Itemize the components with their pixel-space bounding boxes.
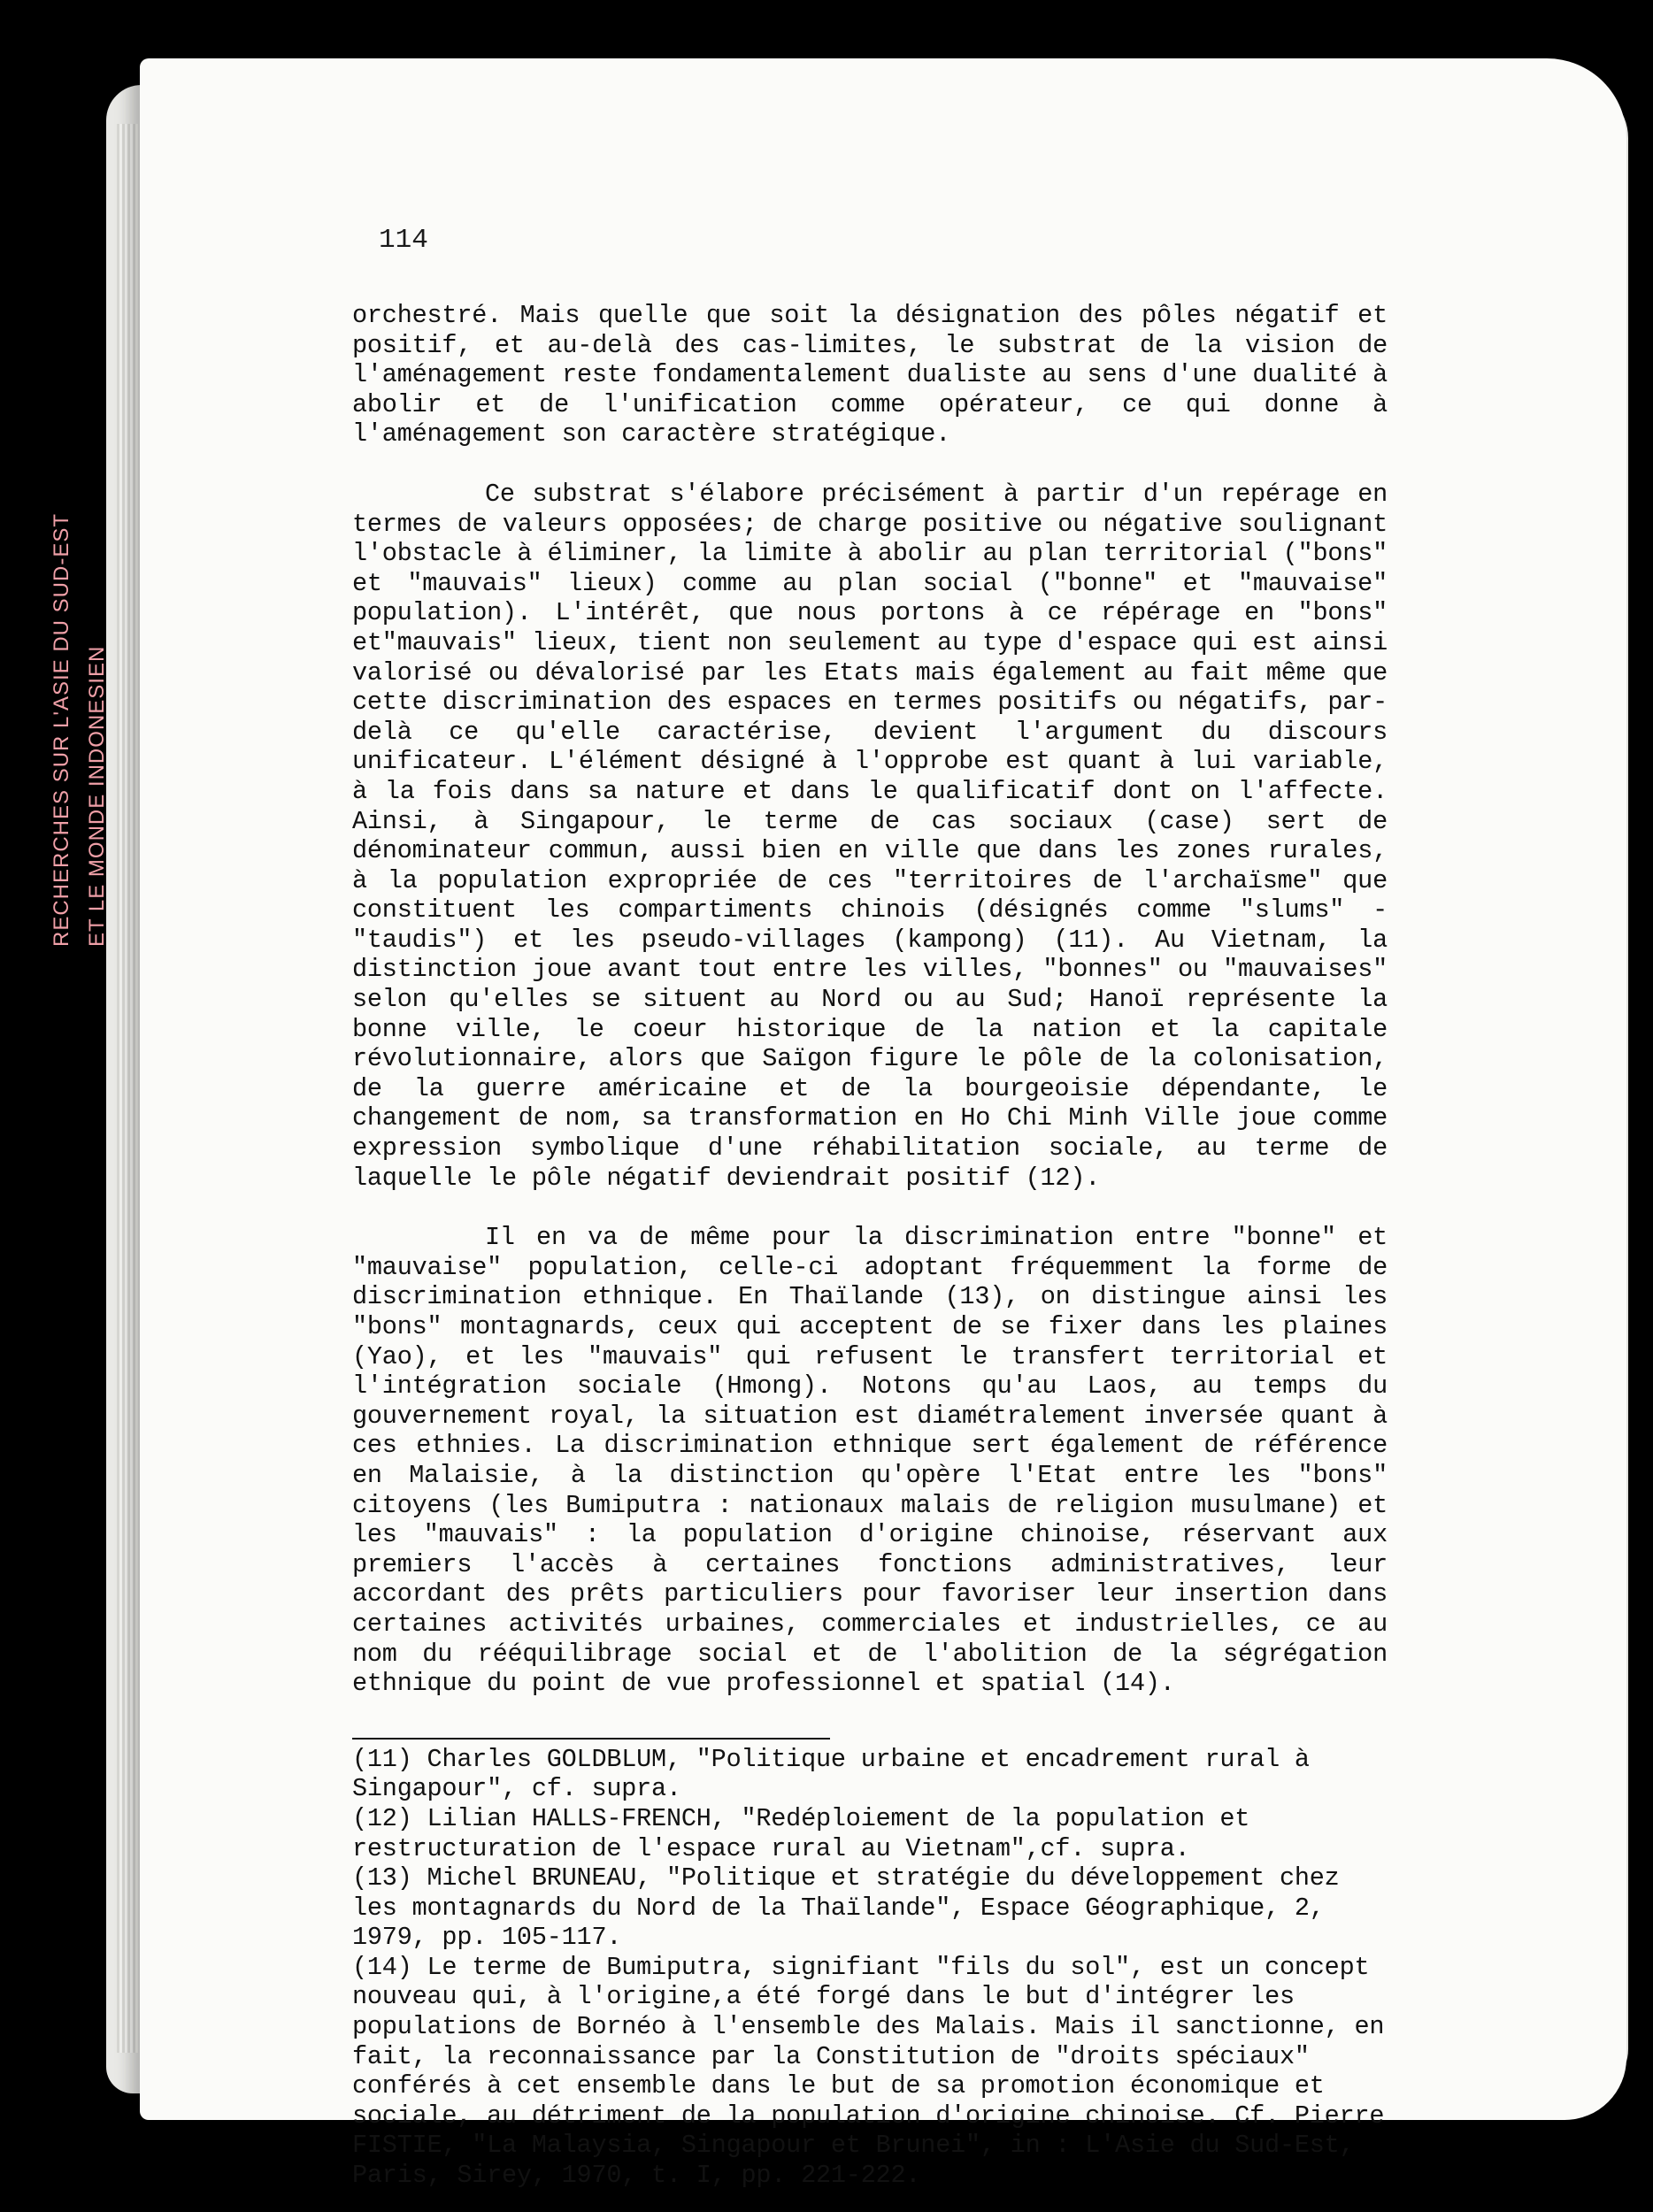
body-text	[352, 301, 1388, 2191]
footnotes	[352, 1745, 1388, 2191]
paragraph-1: orchestré. Mais quelle que soit la désignation des pôles négatif et positif, et au-delà des cas-limites, le substrat de la vision de l'aménagement reste fondamentalement dualiste au sens d'une dualité à abolir et de l'unification comme opérateur, ce qui donne à l'aménagement son caractère stratégique.	[352, 301, 1388, 449]
stamp-line-1: RECHERCHES SUR L'ASIE DU SUD-EST	[50, 513, 73, 947]
page-number: 114	[379, 225, 428, 256]
footnote-13: (13) Michel BRUNEAU, "Politique et stratégie du développement chez les montagnards du Nord de la Thaïlande", Espace Géographique, 2, 1979, pp. 105-117.	[352, 1863, 1340, 1953]
paragraph-3: Il en va de même pour la discrimination entre "bonne" et "mauvaise" population, celle-ci adoptant fréquemment la forme de discrimination ethnique. En Thaïlande (13), on distingue ainsi les "bons" montagnards, ceux qui acceptent de se fixer dans les plaines (Yao), et les "mauvais" qui refusent le transfert territorial et l'intégration sociale (Hmong). Notons qu'au Laos, au temps du gouvernement royal, la situation est diamétralement inversée quant à ces ethnies. La discrimination ethnique sert également de référence en Malaisie, à la distinction qu'opère l'Etat entre les "bons" citoyens (les Bumiputra : nationaux malais de religion musulmane) et les "mauvais" : la population d'origine chinoise, réservant aux premiers l'accès à certaines fonctions administratives, leur accordant des prêts particuliers pour favoriser leur insertion dans certaines activités urbaines, commerciales et industrielles, ce au nom du rééquilibrage social et de l'abolition de la ségrégation ethnique du point de vue professionnel et spatial (14).	[352, 1223, 1388, 1699]
footnote-12: (12) Lilian HALLS-FRENCH, "Redéploiement de la population et restructuration de l'espace rural au Vietnam",cf. supra.	[352, 1803, 1250, 1863]
page-edges	[117, 124, 138, 2053]
footnote-divider	[352, 1738, 830, 1740]
footnote-11: (11) Charles GOLDBLUM, "Politique urbaine et encadrement rural à Singapour", cf. supra.	[352, 1744, 1310, 1804]
library-stamp	[44, 513, 115, 947]
document-page	[140, 58, 1626, 2191]
paragraph-2: Ce substrat s'élabore précisément à partir d'un repérage en termes de valeurs opposées; de charge positive ou négative soulignant l'obstacle à éliminer, la limite à abolir au plan territorial ("bons" et "mauvais" lieux) comme au plan social ("bonne" et "mauvaise" population). L'intérêt, que nous portons à ce répérage en "bons" et"mauvais" lieux, tient non seulement au type d'espace qui est ainsi valorisé ou dévalorisé par les Etats mais également au fait même que cette discrimination des espaces en termes positifs ou négatifs, par-delà ce qu'elle caractérise, devient l'argument du discours unificateur. L'élément désigné à l'opprobe est quant à lui variable, à la fois dans sa nature et dans le qualificatif dont on l'affecte. Ainsi, à Singapour, le terme de cas sociaux (case) sert de dénominateur commun, aussi bien en ville que dans les zones rurales, à la population expropriée de ces "territoires de l'archaïsme" que constituent les compartiments chinois (désignés comme "slums" - "taudis") et les pseudo-villages (kampong) (11). Au Vietnam, la distinction joue avant tout entre les villes, "bonnes" ou "mauvaises" selon qu'elles se situent au Nord ou au Sud; Hanoï représente la bonne ville, le coeur historique de la nation et la capitale révolutionnaire, alors que Saïgon figure le pôle de la colonisation, de la guerre américaine et de la bourgeoisie dépendante, le changement de nom, sa transformation en Ho Chi Minh Ville joue comme expression symbolique d'une réhabilitation sociale, au terme de laquelle le pôle négatif deviendrait positif (12).	[352, 479, 1388, 1193]
footnote-14: (14) Le terme de Bumiputra, signifiant "fils du sol", est un concept nouveau qui, à l'origine,a été forgé dans le but d'intégrer les populations de Bornéo à l'ensemble des Malais. Mais il sanctionne, en fait, la reconnaissance par la Constitution de "droits spéciaux" conférés à cet ensemble dans le but de sa promotion économique et sociale, au détriment de la population d'origine chinoise. Cf. Pierre FISTIE, "La Malaysia, Singapour et Brunei", in : L'Asie du Sud-Est, Paris, Sirey, 1970, t. I, pp. 221-222.	[352, 1952, 1385, 2191]
stamp-line-2: ET LE MONDE INDONESIEN	[85, 645, 109, 947]
